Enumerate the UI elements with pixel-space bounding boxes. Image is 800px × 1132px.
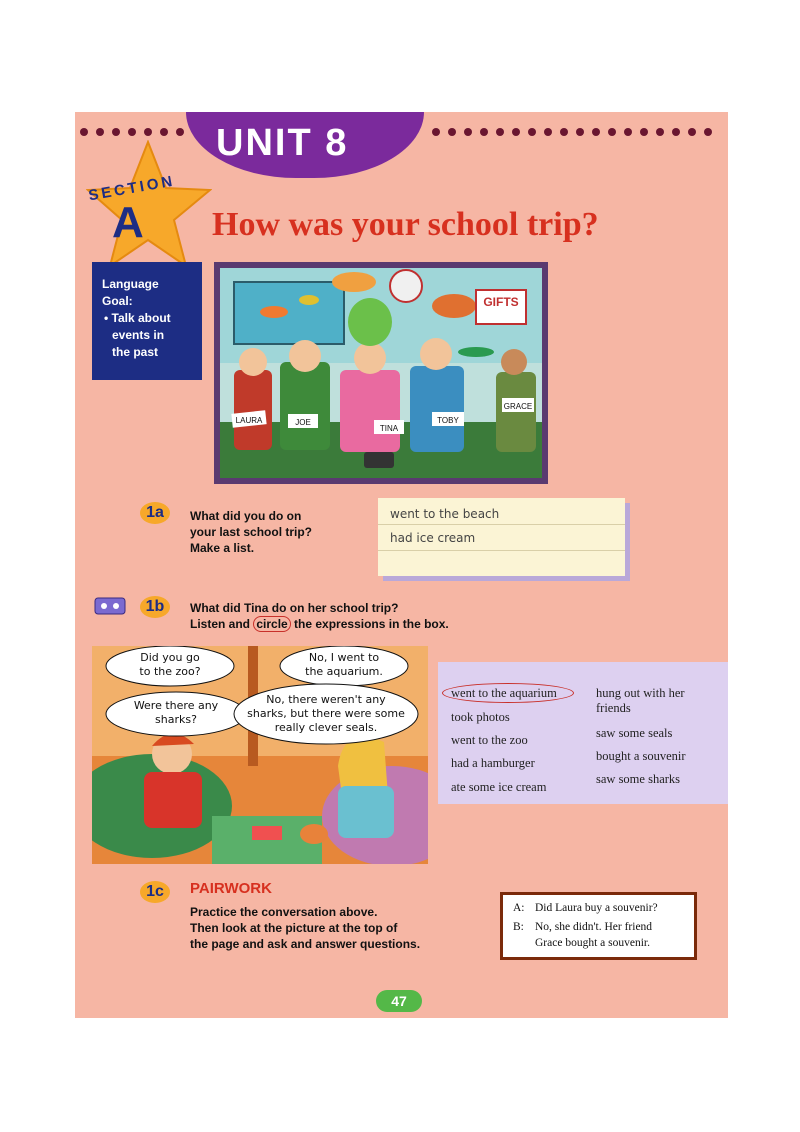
goal-heading-1: Language [102,277,159,291]
page-number: 47 [376,990,422,1012]
dots-right [432,128,712,142]
goal-item-1: • Talk about [104,311,171,325]
speech-bubble-4: No, there weren't any sharks, but there were some really clever seals. [247,693,405,734]
notepad-list [378,498,625,576]
name-tag-toby: TOBY [437,416,459,425]
page-title: How was your school trip? [212,206,599,243]
section-star-icon [86,140,212,270]
speech-bubble-2: No, I went to the aquarium. [305,651,383,678]
expression-item: ate some ice cream [451,780,547,794]
activity-1b-instructions: What did Tina do on her school trip? Listen and circle the expressions in the box. [190,601,449,631]
cassette-tape-icon [94,596,126,616]
name-tag-joe: JOE [295,418,311,427]
expression-item: saw some seals [596,726,673,740]
list-item: went to the beach [390,507,500,521]
expression-item: bought a souvenir [596,749,686,763]
goal-item-2: events in [112,328,165,342]
pairwork-heading: PAIRWORK [190,880,272,897]
activity-1a-instructions: What did you do on your last school trip? Make a list. [190,509,313,555]
name-tag-grace: GRACE [503,402,533,411]
section-letter: A [112,198,144,247]
language-goal-box [92,262,202,380]
expression-item: hung out with her friends [596,686,685,715]
aquarium-gift-shop-illustration [214,262,548,484]
goal-item-3: the past [112,345,159,359]
activity-1a-number: 1a [140,502,170,524]
speech-bubble-1: Did you go to the zoo? [139,651,201,678]
unit-label: UNIT 8 [216,122,349,164]
name-tag-tina: TINA [379,424,399,433]
activity-1c-number: 1c [140,881,170,903]
speech-bubble-3: Were there any sharks? [133,699,219,726]
activity-1c-instructions: Practice the conversation above. Then look at the picture at the top of the page and ask and answer questions. [190,905,421,951]
expression-item: went to the aquarium [451,686,557,700]
expression-item: took photos [451,710,510,724]
goal-heading-2: Goal: [102,294,133,308]
expression-item: went to the zoo [451,733,528,747]
activity-1b-number: 1b [140,596,170,618]
expression-item: had a hamburger [451,756,535,770]
sample-dialog-box: A: Did Laura buy a souvenir? B: No, she didn't. Her friend Grace bought a souvenir. [500,892,697,960]
section-word: SECTION [87,172,177,205]
name-tag-laura: LAURA [235,416,263,425]
list-item: had ice cream [390,531,476,545]
expression-item: saw some sharks [596,772,681,786]
circle-word: circle [253,616,290,632]
gifts-sign: GIFTS [483,295,519,309]
